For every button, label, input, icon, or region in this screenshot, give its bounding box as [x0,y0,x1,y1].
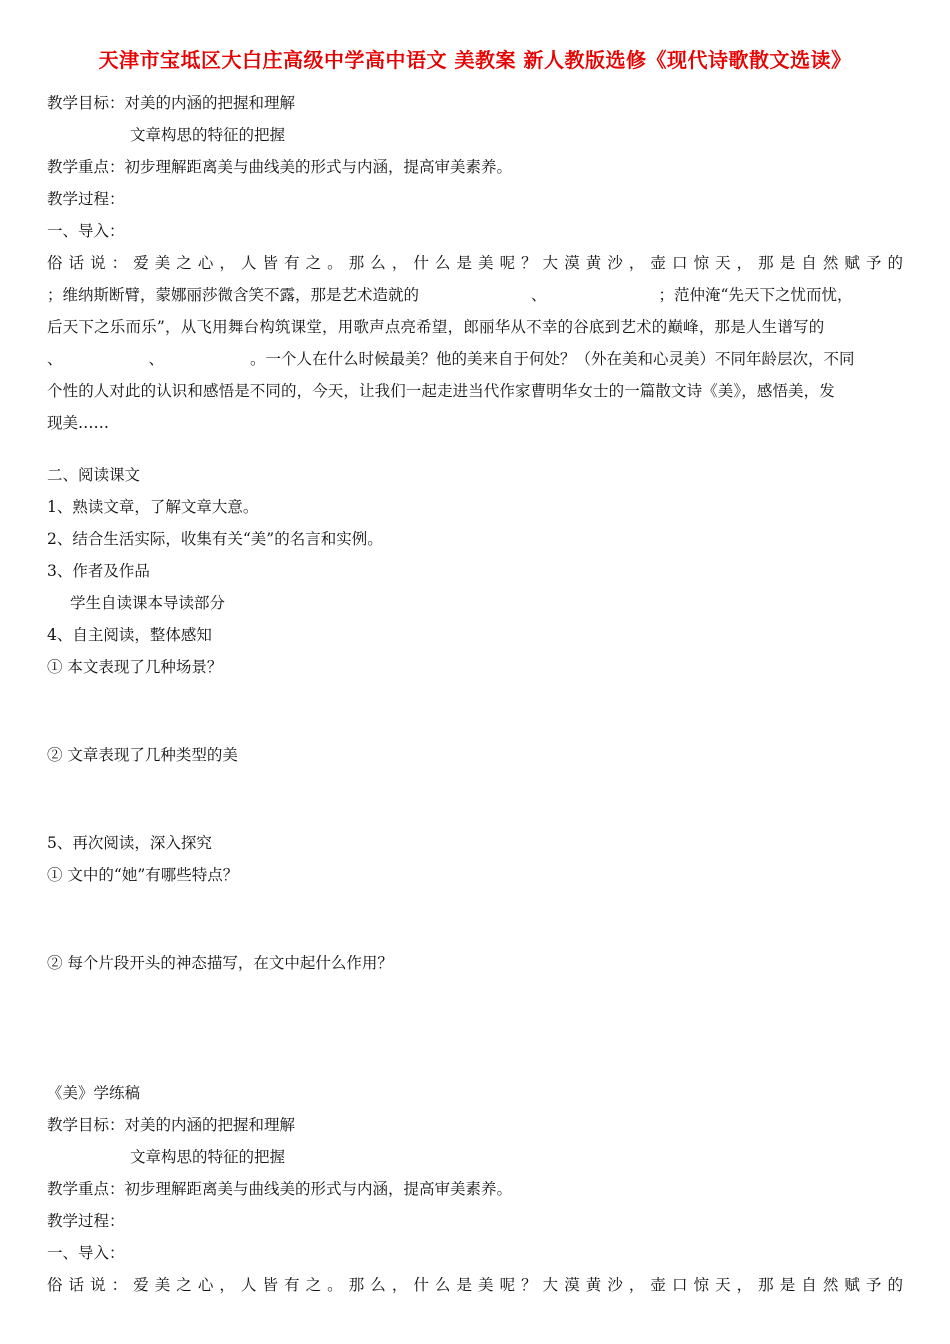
question-1: ① 本文表现了几种场景？ [47,658,223,676]
reading-step-5: 5、再次阅读，深入探究 [47,834,212,852]
goal-2: 文章构思的特征的把握 [130,126,286,144]
intro-line-4 [47,349,855,369]
reading-step-2: 2、结合生活实际，收集有关“美”的名言和实例。 [47,530,383,548]
worksheet-goal-2: 文章构思的特征的把握 [130,1148,286,1166]
intro-line-2c: ；范仲淹“先天下之忧而忧， [658,286,853,304]
question-3: ① 文中的“她”有哪些特点？ [47,866,239,884]
intro-line-4a: 、 [47,350,63,368]
intro-line-1: 俗话说：爱美之心，人皆有之。那么，什么是美呢？大漠黄沙，壶口惊天，那是自然赋予的 [47,254,903,272]
intro-line-4c: 。一个人在什么时候最美？他的美来自于何处？（外在美和心灵美）不同年龄层次，不同 [250,350,855,368]
worksheet-goal-1: 对美的内涵的把握和理解 [124,1116,296,1134]
worksheet-intro-heading: 一、导入： [47,1244,125,1262]
reading-step-3: 3、作者及作品 [47,562,150,580]
reading-step-4: 4、自主阅读，整体感知 [47,626,212,644]
question-4: ② 每个片段开头的神态描写，在文中起什么作用？ [47,954,393,972]
worksheet-focus: 教学重点：初步理解距离美与曲线美的形式与内涵，提高审美素养。 [47,1180,513,1198]
intro-line-2a: ；维纳斯断臂，蒙娜丽莎微含笑不露，那是艺术造就的 [47,286,420,304]
intro-line-5: 个性的人对此的认识和感悟是不同的，今天，让我们一起走进当代作家曹明华女士的一篇散文诗《美》，感悟美，发 [47,382,835,400]
intro-line-2b: 、 [531,286,547,304]
document-title: 天津市宝坻区大白庄高级中学高中语文 美教案 新人教版选修《现代诗歌散文选读》 [98,48,852,72]
question-2: ② 文章表现了几种类型的美 [47,746,238,764]
worksheet-title: 《美》学练稿 [47,1084,141,1102]
worksheet-goal-label: 教学目标： [47,1116,125,1134]
goal-label: 教学目标： [47,94,125,112]
intro-line-4b: 、 [148,350,165,368]
reading-heading: 二、阅读课文 [47,466,141,484]
worksheet-process: 教学过程： [47,1212,125,1230]
intro-line-6: 现美…… [47,414,110,432]
intro-heading: 一、导入： [47,222,125,240]
intro-line-3: 后天下之乐而乐”，从飞用舞台构筑课堂，用歌声点亮希望，郎丽华从不幸的谷底到艺术的巅峰，那是人生谱写的 [47,318,825,336]
intro-line-2 [47,285,903,305]
goal-1: 对美的内涵的把握和理解 [124,94,296,112]
worksheet-goal-line-1 [47,1115,295,1135]
worksheet-intro-line-1: 俗话说：爱美之心，人皆有之。那么，什么是美呢？大漠黄沙，壶口惊天，那是自然赋予的 [47,1276,903,1294]
teaching-process: 教学过程： [47,190,125,208]
reading-step-1: 1、熟读文章，了解文章大意。 [47,498,259,516]
goal-line-1 [47,93,295,113]
teaching-focus: 教学重点：初步理解距离美与曲线美的形式与内涵，提高审美素养。 [47,158,513,176]
reading-step-3-sub: 学生自读课本导读部分 [70,594,226,612]
